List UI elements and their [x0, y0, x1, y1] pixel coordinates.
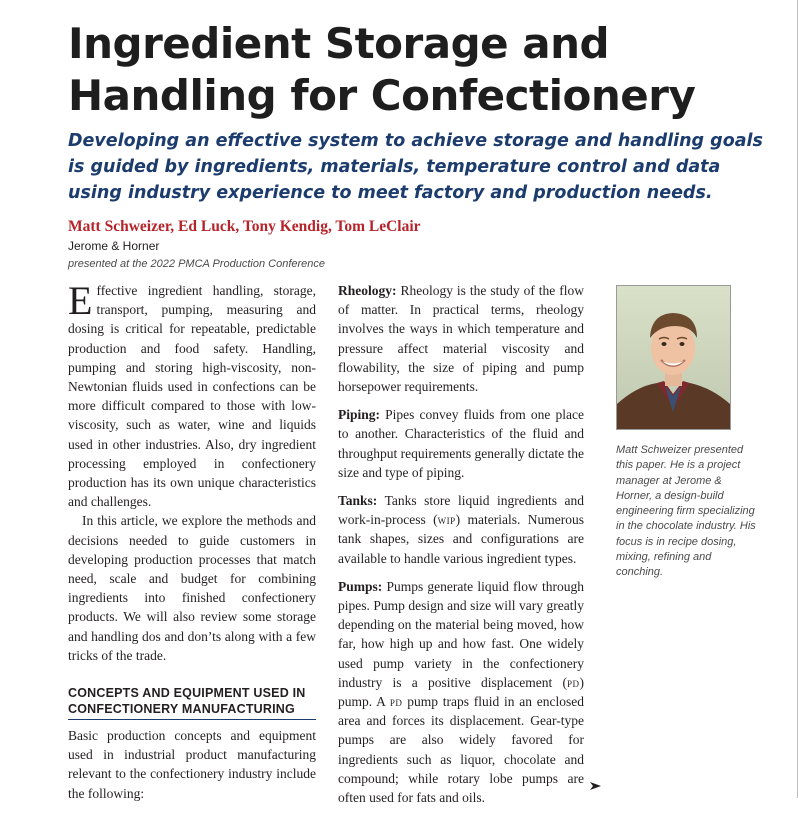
- piping-entry: [338, 405, 584, 482]
- piping-term: Piping:: [338, 407, 381, 423]
- section-heading: CONCEPTS AND EQUIPMENT USED IN CONFECTIONERY MANUFACTURING: [68, 685, 316, 720]
- piping-text: Pipes convey fluids from one place to another. Characteristics of the fluid and throughput requirements generally dictate the size and type of piping.: [338, 407, 584, 480]
- body-column-2: [338, 281, 584, 816]
- author-portrait-illustration: [617, 286, 730, 429]
- pumps-text-a: Pumps generate liquid flow through pipes. Pump design and size will vary greatly depending on the material being moved, how far, how high up and how fast. One widely used pump variety in the confectionery industry is a positive displacement (: [338, 578, 584, 690]
- pd-abbreviation-2: pd: [389, 694, 403, 710]
- article-title: [68, 18, 768, 122]
- pumps-text-b: ) pump. A: [338, 674, 584, 710]
- title-line-1: Ingredient Storage and: [68, 19, 610, 68]
- continue-arrow-icon: [590, 781, 602, 791]
- rheology-entry: [338, 281, 584, 396]
- tanks-term: Tanks:: [338, 493, 378, 509]
- intro-paragraph: [68, 278, 316, 511]
- tanks-text-b: ) materials. Numerous tank shapes, sizes and configurations are available to handle various ingredient types.: [338, 512, 584, 566]
- title-line-2: Handling for Confectionery: [68, 71, 696, 120]
- body-paragraph-2: Basic production concepts and equipment used in industrial product manufacturing relevant to the confectionery industry include the following:: [68, 728, 316, 801]
- author-photo: [616, 285, 731, 430]
- wip-abbreviation: wip: [437, 512, 456, 528]
- pd-abbreviation: pd: [566, 674, 580, 690]
- body-column-1: [68, 278, 316, 803]
- tanks-entry: [338, 491, 584, 568]
- drop-cap: E: [68, 278, 93, 323]
- pumps-term: Pumps:: [338, 578, 383, 594]
- article-subtitle: [68, 128, 768, 206]
- body-paragraph: In this article, we explore the methods and decisions needed to guide customers in developing production processes that match need, scale and budget for combining ingredients into finished confectionery products. We will also review some storage and handling dos and don’ts along with a few tricks of the trade.: [68, 513, 316, 663]
- subtitle-line-3: using industry experience to meet factory and production needs.: [68, 183, 713, 203]
- rheology-term: Rheology:: [338, 283, 397, 298]
- pumps-entry: [338, 577, 584, 807]
- subtitle-line-2: is guided by ingredients, materials, temperature control and data: [68, 157, 721, 177]
- subtitle-line-1: Developing an effective system to achieve storage and handling goals: [68, 131, 763, 151]
- pumps-text-c: pump traps fluid in an enclosed area and forces its displacement. Gear-type pumps are also widely favored for ingredients such as liquor, chocolate and compound; while rotary lobe pumps are often used for fats and oils.: [338, 694, 584, 806]
- author-list: Matt Schweizer, Ed Luck, Tony Kendig, Tom LeClair: [68, 218, 421, 235]
- affiliation: Jerome & Horner: [68, 239, 160, 253]
- intro-paragraph-text: ffective ingredient handling, storage, transport, pumping, measuring and dosing is critical for repeatable, predictable production and food safety. Handling, pumping and storing high-viscosity, non-Newtonian fluids used in confections can be more difficult compared to those with low-viscosity, such as water, wine and liquids used in other industries. Also, dry ingredient processing employed in confectionery production has its own unique characteristics and challenges.: [68, 283, 316, 510]
- photo-caption: Matt Schweizer presented this paper. He is a project manager at Jerome & Horner, a design-build engineering firm specializing in the chocolate industry. His focus is in recipe dosing, mixing, refining and conching.: [616, 444, 756, 579]
- tanks-text-a: Tanks store liquid ingredients and work-in-process (: [338, 493, 584, 528]
- rheology-text: Rheology is the study of the flow of matter. In practical terms, rheology involves the ways in which temperature and pressure affect material viscosity and flowability, the size of piping and pump horsepower requirements.: [338, 283, 584, 395]
- presented-at-note: presented at the 2022 PMCA Production Conference: [68, 258, 326, 270]
